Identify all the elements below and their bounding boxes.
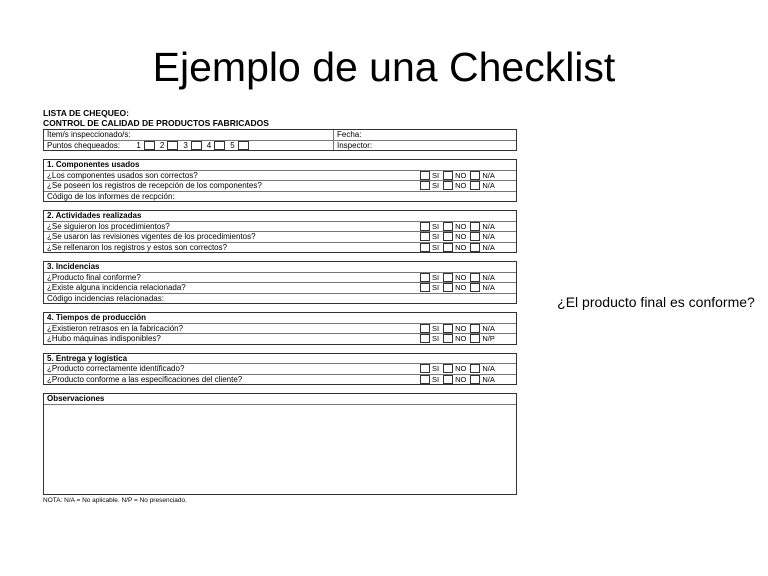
third-option[interactable] xyxy=(470,283,495,292)
section-title: 2. Actividades realizadas xyxy=(47,211,142,221)
option-label: N/A xyxy=(482,364,495,374)
option-label: SI xyxy=(432,221,440,231)
checkbox[interactable] xyxy=(470,171,480,180)
option-label: SI xyxy=(432,334,440,344)
yes-option[interactable] xyxy=(420,334,439,343)
option-label: SI xyxy=(432,323,440,333)
items-row xyxy=(44,130,516,140)
option-label: N/A xyxy=(482,272,495,282)
option-label: NO xyxy=(455,232,467,242)
checkbox[interactable] xyxy=(420,181,430,190)
question-text: ¿Hubo máquinas indisponibles? xyxy=(47,334,161,344)
checkbox[interactable] xyxy=(443,334,453,343)
yes-option[interactable] xyxy=(420,171,439,180)
option-label: SI xyxy=(432,170,440,180)
section-title: 3. Incidencias xyxy=(47,262,100,272)
yes-option[interactable] xyxy=(420,222,439,231)
checkbox[interactable] xyxy=(420,364,430,373)
note: NOTA: N/A = No aplicable. N/P = No presenciado. xyxy=(43,496,187,504)
checkbox[interactable] xyxy=(470,334,480,343)
answer-options xyxy=(420,375,516,385)
option-label: SI xyxy=(432,242,440,252)
option-label: SI xyxy=(432,232,440,242)
point-checkbox[interactable] xyxy=(191,141,202,150)
option-label: N/A xyxy=(482,242,495,252)
observations-box[interactable] xyxy=(43,393,517,495)
checkbox[interactable] xyxy=(470,273,480,282)
option-label: NO xyxy=(455,364,467,374)
option-label: SI xyxy=(432,272,440,282)
section-table xyxy=(43,159,517,202)
third-option[interactable] xyxy=(470,181,495,190)
option-label: N/A xyxy=(482,170,495,180)
points-label: Puntos chequeados: xyxy=(47,140,120,150)
question-text: ¿Producto final conforme? xyxy=(47,272,141,282)
checkbox[interactable] xyxy=(420,273,430,282)
checkbox[interactable] xyxy=(470,181,480,190)
third-option[interactable] xyxy=(470,334,495,343)
no-option[interactable] xyxy=(443,324,466,333)
option-label: N/A xyxy=(482,283,495,293)
question-row xyxy=(44,374,516,385)
yes-option[interactable] xyxy=(420,273,439,282)
answer-options xyxy=(420,334,516,344)
answer-options xyxy=(420,283,516,293)
header-table xyxy=(43,129,517,151)
question-text: ¿Producto conforme a las especificaciones del cliente? xyxy=(47,374,243,384)
form-heading-2: CONTROL DE CALIDAD DE PRODUCTOS FABRICADOS xyxy=(43,118,269,128)
question-row xyxy=(44,221,516,232)
items-label: Ítem/s inspeccionado/s: xyxy=(47,130,131,140)
third-option[interactable] xyxy=(470,375,495,384)
section-title: 5. Entrega y logística xyxy=(47,353,128,363)
no-option[interactable] xyxy=(443,171,466,180)
question-row xyxy=(44,323,516,334)
option-label: NO xyxy=(455,334,467,344)
no-option[interactable] xyxy=(443,283,466,292)
question-row xyxy=(44,231,516,242)
point-number: 4 xyxy=(206,140,212,150)
option-label: SI xyxy=(432,374,440,384)
checkbox[interactable] xyxy=(470,375,480,384)
option-label: NO xyxy=(455,181,467,191)
section-table xyxy=(43,353,517,386)
point-number: 1 xyxy=(136,140,141,150)
option-label: N/A xyxy=(482,232,495,242)
yes-option[interactable] xyxy=(420,283,439,292)
yes-option[interactable] xyxy=(420,375,439,384)
section-header xyxy=(44,313,516,323)
option-label: N/A xyxy=(482,221,495,231)
checkbox[interactable] xyxy=(443,364,453,373)
question-text: ¿Producto correctamente identificado? xyxy=(47,364,185,374)
form-heading-1: LISTA DE CHEQUEO: xyxy=(43,108,129,118)
checkbox[interactable] xyxy=(420,171,430,180)
answer-options xyxy=(420,232,516,242)
question-text: ¿Se rellenaron los registros y estos son correctos? xyxy=(47,242,228,252)
checkbox[interactable] xyxy=(420,232,430,241)
section-header xyxy=(44,262,516,272)
section-header xyxy=(44,211,516,221)
checkbox[interactable] xyxy=(470,243,480,252)
no-option[interactable] xyxy=(443,375,466,384)
checkbox[interactable] xyxy=(443,171,453,180)
section-title: 4. Tiempos de producción xyxy=(47,313,146,323)
observations-title: Observaciones xyxy=(47,394,105,404)
checkbox[interactable] xyxy=(420,334,430,343)
no-option[interactable] xyxy=(443,243,466,252)
option-label: NO xyxy=(455,170,467,180)
answer-options xyxy=(420,222,516,232)
yes-option[interactable] xyxy=(420,181,439,190)
question-row xyxy=(44,282,516,293)
no-option[interactable] xyxy=(443,232,466,241)
observations-title-row xyxy=(44,394,516,404)
section-header xyxy=(44,354,516,364)
side-question: ¿El producto final es conforme? xyxy=(557,294,755,310)
checkbox[interactable] xyxy=(443,324,453,333)
third-option[interactable] xyxy=(470,364,495,373)
checkbox[interactable] xyxy=(443,283,453,292)
checkbox[interactable] xyxy=(470,222,480,231)
question-text: ¿Existe alguna incidencia relacionada? xyxy=(47,283,186,293)
option-label: N/A xyxy=(482,323,495,333)
checkbox[interactable] xyxy=(443,273,453,282)
points-boxes xyxy=(136,141,253,150)
question-text: ¿Los componentes usados son correctos? xyxy=(47,170,198,180)
checkbox[interactable] xyxy=(470,232,480,241)
points-row xyxy=(44,140,516,151)
point-checkbox[interactable] xyxy=(144,141,155,150)
checkbox[interactable] xyxy=(470,364,480,373)
answer-options xyxy=(420,273,516,283)
section-footer-row[interactable] xyxy=(44,191,516,202)
option-label: NO xyxy=(455,283,467,293)
no-option[interactable] xyxy=(443,334,466,343)
third-option[interactable] xyxy=(470,222,495,231)
question-row xyxy=(44,272,516,283)
option-label: NO xyxy=(455,221,467,231)
question-text: ¿Se poseen los registros de recepción de los componentes? xyxy=(47,181,262,191)
checklist-form xyxy=(43,108,519,504)
yes-option[interactable] xyxy=(420,324,439,333)
option-label: SI xyxy=(432,364,440,374)
answer-options xyxy=(420,243,516,253)
checkbox[interactable] xyxy=(420,324,430,333)
point-checkbox[interactable] xyxy=(214,141,225,150)
inspector-label: Inspector: xyxy=(333,141,372,151)
point-checkbox[interactable] xyxy=(167,141,178,150)
answer-options xyxy=(420,364,516,374)
checkbox[interactable] xyxy=(470,283,480,292)
section-footer-row[interactable] xyxy=(44,293,516,304)
no-option[interactable] xyxy=(443,222,466,231)
section-header xyxy=(44,160,516,170)
option-label: NO xyxy=(455,272,467,282)
checkbox[interactable] xyxy=(443,181,453,190)
checkbox[interactable] xyxy=(443,375,453,384)
no-option[interactable] xyxy=(443,273,466,282)
section-footer-label: Código de los informes de recpción: xyxy=(47,191,175,201)
option-label: N/A xyxy=(482,374,495,384)
option-label: N/A xyxy=(482,181,495,191)
question-text: ¿Se siguieron los procedimientos? xyxy=(47,221,170,231)
third-option[interactable] xyxy=(470,243,495,252)
date-label: Fecha: xyxy=(333,130,361,140)
third-option[interactable] xyxy=(470,324,495,333)
third-option[interactable] xyxy=(470,273,495,282)
option-label: SI xyxy=(432,181,440,191)
checkbox[interactable] xyxy=(443,232,453,241)
third-option[interactable] xyxy=(470,232,495,241)
no-option[interactable] xyxy=(443,364,466,373)
checkbox[interactable] xyxy=(420,222,430,231)
point-number: 2 xyxy=(159,140,165,150)
point-number: 5 xyxy=(230,140,235,150)
answer-options xyxy=(420,181,516,191)
third-option[interactable] xyxy=(470,171,495,180)
slide-title: Ejemplo de una Checklist xyxy=(152,44,616,90)
no-option[interactable] xyxy=(443,181,466,190)
option-label: SI xyxy=(432,283,440,293)
option-label: N/P xyxy=(482,334,495,344)
option-label: NO xyxy=(455,374,467,384)
observations-area[interactable] xyxy=(44,404,516,494)
checkbox[interactable] xyxy=(443,222,453,231)
question-row xyxy=(44,180,516,191)
point-number: 3 xyxy=(183,140,188,150)
section-table xyxy=(43,210,517,253)
option-label: NO xyxy=(455,323,467,333)
points-cell xyxy=(44,141,516,150)
section-table xyxy=(43,312,517,345)
checkbox[interactable] xyxy=(443,243,453,252)
answer-options xyxy=(420,324,516,334)
yes-option[interactable] xyxy=(420,243,439,252)
section-table xyxy=(43,261,517,304)
checkbox[interactable] xyxy=(470,324,480,333)
answer-options xyxy=(420,171,516,181)
question-row xyxy=(44,242,516,253)
question-row xyxy=(44,363,516,374)
point-checkbox[interactable] xyxy=(238,141,249,150)
checkbox[interactable] xyxy=(420,243,430,252)
checkbox[interactable] xyxy=(420,283,430,292)
yes-option[interactable] xyxy=(420,364,439,373)
option-label: NO xyxy=(455,242,467,252)
checkbox[interactable] xyxy=(420,375,430,384)
question-text: ¿Se usaron las revisiones vigentes de los procedimientos? xyxy=(47,232,256,242)
section-footer-label: Código incidencias relacionadas: xyxy=(47,293,164,303)
question-text: ¿Existieron retrasos en la fabricación? xyxy=(47,323,184,333)
section-title: 1. Componentes usados xyxy=(47,160,140,170)
question-row xyxy=(44,170,516,181)
question-row xyxy=(44,333,516,344)
yes-option[interactable] xyxy=(420,232,439,241)
